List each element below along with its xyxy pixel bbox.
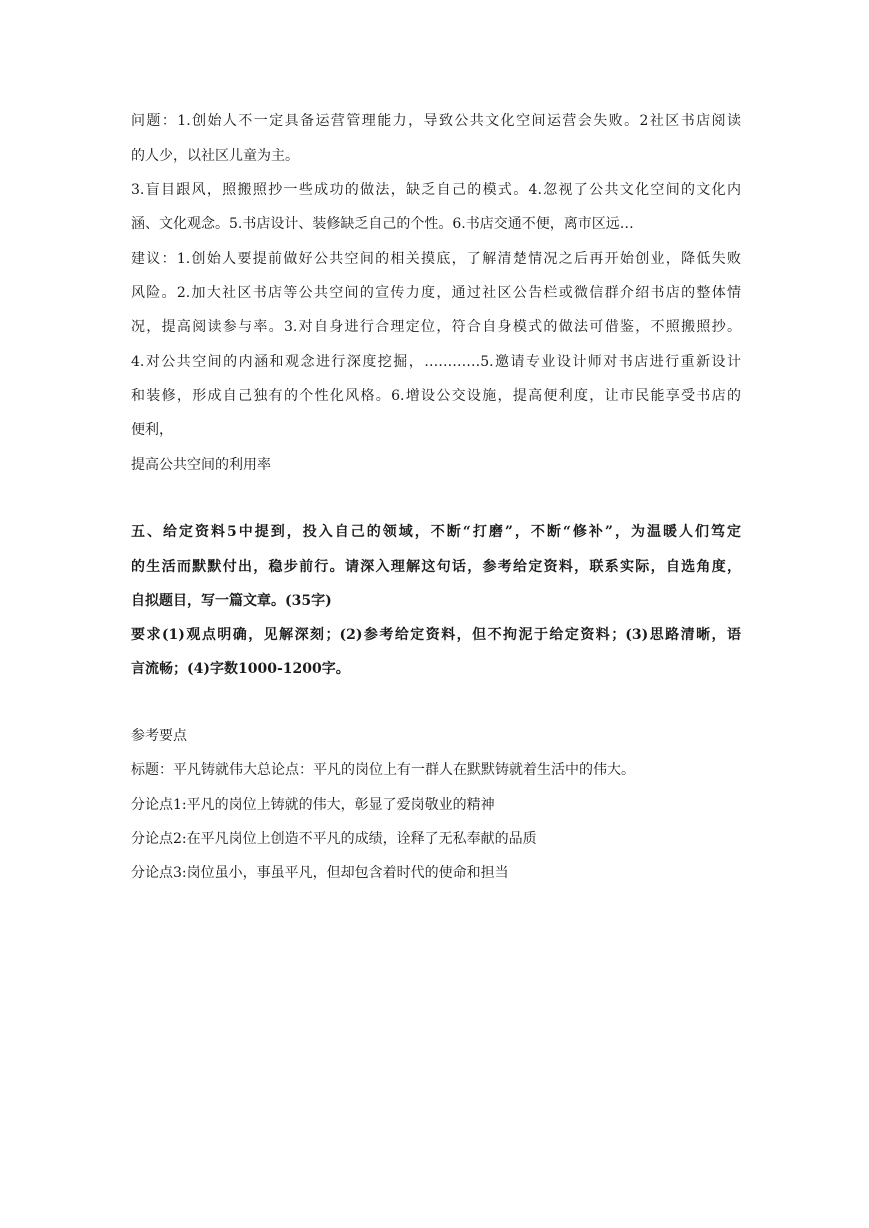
sub-point-line: 分论点3:岗位虽小，事虽平凡，但却包含着时代的使命和担当 bbox=[131, 865, 509, 881]
text-line: 3.盲目跟风，照搬照抄一些成功的做法，缺乏自己的模式。4.忽视了公共文化空间的文化内 bbox=[131, 182, 741, 198]
reference-heading: 参考要点 bbox=[131, 728, 187, 744]
text-line: 和装修，形成自己独有的个性化风格。6.增设公交设施，提高便利度，让市民能享受书店的 bbox=[131, 388, 741, 404]
text-line: 风险。2.加大社区书店等公共空间的宣传力度，通过社区公告栏或微信群介绍书店的整体情 bbox=[131, 285, 741, 301]
text-line: 4.对公共空间的内涵和观念进行深度挖掘，…………5.邀请专业设计师对书店进行重新设计 bbox=[131, 354, 741, 370]
reference-title-line: 标题：平凡铸就伟大总论点：平凡的岗位上有一群人在默默铸就着生活中的伟大。 bbox=[131, 762, 635, 778]
sub-point-line: 分论点1:平凡的岗位上铸就的伟大，彰显了爱岗敬业的精神 bbox=[131, 797, 495, 813]
sub-point-line: 分论点2:在平凡岗位上创造不平凡的成绩，诠释了无私奉献的品质 bbox=[131, 831, 537, 847]
question-line: 的生活而默默付出，稳步前行。请深入理解这句话，参考给定资料，联系实际，自选角度， bbox=[131, 559, 741, 575]
question-line: 五、给定资料5中提到，投入自己的领域，不断“打磨”，不断“修补”，为温暖人们笃定 bbox=[131, 524, 741, 540]
requirement-line: 言流畅；(4)字数1000-1200字。 bbox=[131, 661, 350, 677]
text-line: 便利， bbox=[131, 422, 173, 438]
question-line: 自拟题目，写一篇文章。(35字) bbox=[131, 593, 332, 609]
text-line: 提高公共空间的利用率 bbox=[131, 457, 271, 473]
text-line: 涵、文化观念。5.书店设计、装修缺乏自己的个性。6.书店交通不便，离市区远… bbox=[131, 216, 634, 232]
text-line: 问题：1.创始人不一定具备运营管理能力，导致公共文化空间运营会失败。2社区书店阅读 bbox=[131, 113, 741, 129]
text-line: 的人少，以社区儿童为主。 bbox=[131, 148, 299, 164]
text-line: 况，提高阅读参与率。3.对自身进行合理定位，符合自身模式的做法可借鉴，不照搬照抄。 bbox=[131, 319, 741, 335]
requirement-line: 要求(1)观点明确，见解深刻；(2)参考给定资料，但不拘泥于给定资料；(3)思路清晰，语 bbox=[131, 627, 741, 643]
text-line: 建议：1.创始人要提前做好公共空间的相关摸底，了解清楚情况之后再开始创业，降低失败 bbox=[131, 251, 741, 267]
